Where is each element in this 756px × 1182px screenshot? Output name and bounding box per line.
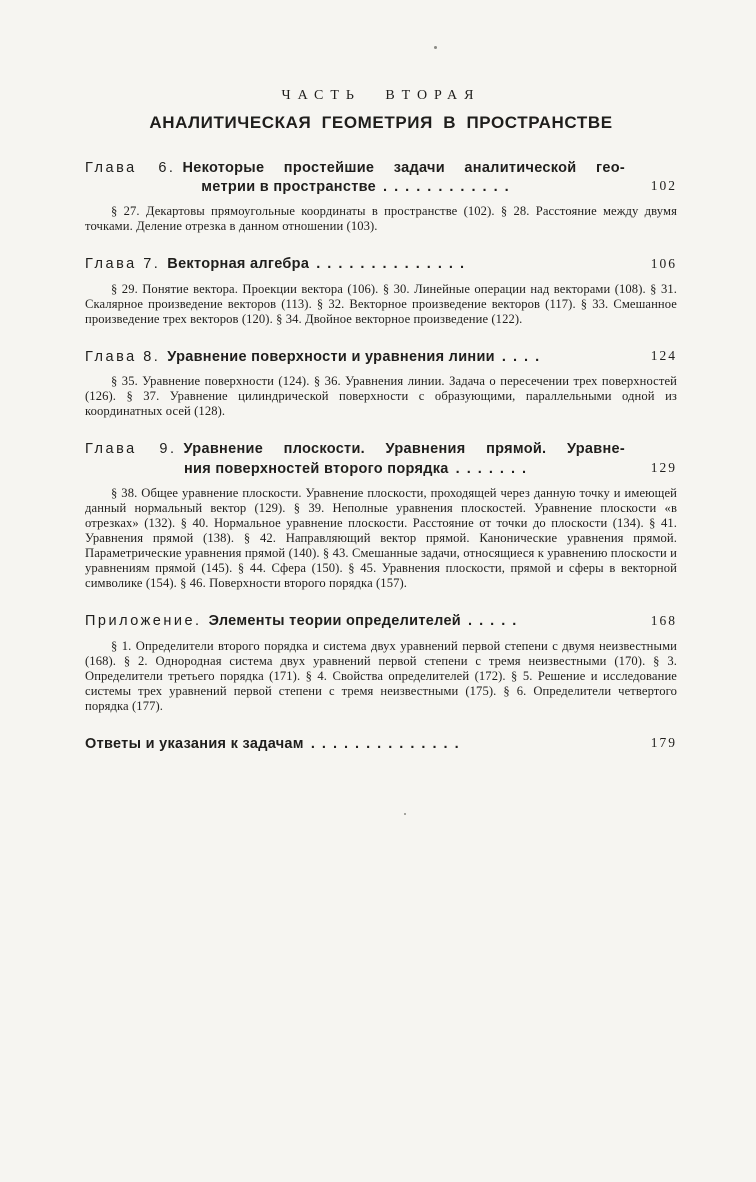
section-details: § 29. Понятие вектора. Проекции вектора (106). § 30. Линейные операции над векторами (108). § 31. Скалярное произведение векторов (113). § 32. Векторное произведение векторов (117). § 33. Смешанное произведение трех векторов (120). § 34. Двойное векторное произведение (122). bbox=[85, 281, 677, 326]
toc-entry bbox=[85, 735, 677, 754]
chapter-title-line bbox=[85, 612, 625, 631]
chapter-title: Ответы и указания к задачам bbox=[85, 736, 304, 753]
page-number: 168 bbox=[650, 612, 677, 628]
toc-entry bbox=[85, 612, 677, 714]
chapter-title-line bbox=[85, 159, 625, 178]
toc-entry bbox=[85, 255, 677, 326]
chapter-title-line bbox=[85, 440, 625, 459]
chapter-label: Глава 6. bbox=[85, 160, 176, 176]
section-details: § 35. Уравнение поверхности (124). § 36. Уравнения линии. Задача о пересечении трех поверхностей (126). § 37. Уравнение цилиндрической поверхности с образующими, параллельными одной из координатных осей (128). bbox=[85, 374, 677, 419]
chapter-title-line bbox=[85, 460, 625, 479]
toc-entry-heading bbox=[85, 159, 677, 197]
chapter-title-line bbox=[85, 735, 625, 754]
toc-entry bbox=[85, 440, 677, 591]
section-details: § 27. Декартовы прямоугольные координаты в пространстве (102). § 28. Расстояние между двумя точками. Деление отрезка в данном отношении (103). bbox=[85, 204, 677, 234]
table-of-contents bbox=[85, 88, 677, 754]
chapter-title: Некоторые простейшие задачи аналитической гео- bbox=[182, 160, 625, 176]
chapter-title-line bbox=[85, 348, 625, 367]
toc-entry-heading bbox=[85, 735, 677, 754]
page-number: 179 bbox=[650, 735, 677, 751]
toc-entry bbox=[85, 348, 677, 419]
toc-entry-heading bbox=[85, 255, 677, 274]
chapter-label: Глава 8. bbox=[85, 348, 161, 365]
toc-entry-heading bbox=[85, 612, 677, 631]
scan-artifact bbox=[434, 46, 437, 49]
scan-artifact bbox=[404, 813, 406, 815]
dot-leader: . . . . . bbox=[468, 613, 517, 630]
dot-leader: . . . . bbox=[501, 348, 540, 365]
dot-leader: . . . . . . . bbox=[455, 460, 527, 477]
chapter-title-line bbox=[85, 178, 625, 197]
toc-entry-heading bbox=[85, 440, 677, 478]
chapter-title: Элементы теории определителей bbox=[208, 613, 462, 630]
part-label: ЧАСТЬ ВТОРАЯ bbox=[281, 88, 481, 103]
chapter-title: ния поверхностей второго порядка bbox=[183, 460, 449, 477]
chapter-label: Глава 7. bbox=[85, 256, 161, 273]
dot-leader: . . . . . . . . . . . . . . bbox=[310, 736, 459, 753]
chapter-label: Приложение. bbox=[85, 613, 202, 630]
dot-leader: . . . . . . . . . . . . bbox=[383, 179, 509, 196]
chapter-title: Уравнение плоскости. Уравнения прямой. Уравне- bbox=[183, 441, 625, 458]
section-details: § 1. Определители второго порядка и система двух уравнений первой степени с двумя неизвестными (168). § 2. Однородная система двух уравнений первой степени с тремя неизвестными (170). § 3. Определители третьего порядка (171). § 4. Свойства определителей (172). § 5. Решение и исследование системы трех уравнений первой степени с тремя неизвестными (175). § 6. Определители четвертого порядка (177). bbox=[85, 638, 677, 713]
part-title: АНАЛИТИЧЕСКАЯ ГЕОМЕТРИЯ В ПРОСТРАНСТВЕ bbox=[149, 113, 613, 132]
chapter-title: Векторная алгебра bbox=[167, 256, 310, 273]
chapter-title: метрии в пространстве bbox=[201, 179, 377, 196]
page-number: 102 bbox=[650, 178, 677, 194]
chapter-title: Уравнение поверхности и уравнения линии bbox=[167, 348, 495, 365]
page-number: 124 bbox=[650, 348, 677, 364]
chapter-label: Глава 9. bbox=[85, 441, 177, 458]
page-number: 106 bbox=[650, 255, 677, 271]
page-number: 129 bbox=[650, 459, 677, 475]
section-details: § 38. Общее уравнение плоскости. Уравнение плоскости, проходящей через данную точку и имеющей данный нормальный вектор (129). § 39. Неполные уравнения плоскостей. Уравнение плоскости «в отрезках» (132). § 40. Нормальное уравнение плоскости. Расстояние от точки до плоскости (134). § 41. Уравнения прямой (138). § 42. Направляющий вектор прямой. Канонические уравнения прямой. Параметрические уравнения прямой (140). § 43. Смешанные задачи, относящиеся к уравнению плоскости и уравнениям прямой (145). § 44. Сфера (150). § 45. Уравнения плоскости, прямой и сферы в векторной символике (154). § 46. Поверхности второго порядка (157). bbox=[85, 485, 677, 591]
toc-entry-heading bbox=[85, 348, 677, 367]
chapter-title-line bbox=[85, 255, 625, 274]
toc-entry bbox=[85, 159, 677, 234]
dot-leader: . . . . . . . . . . . . . . bbox=[316, 256, 464, 273]
